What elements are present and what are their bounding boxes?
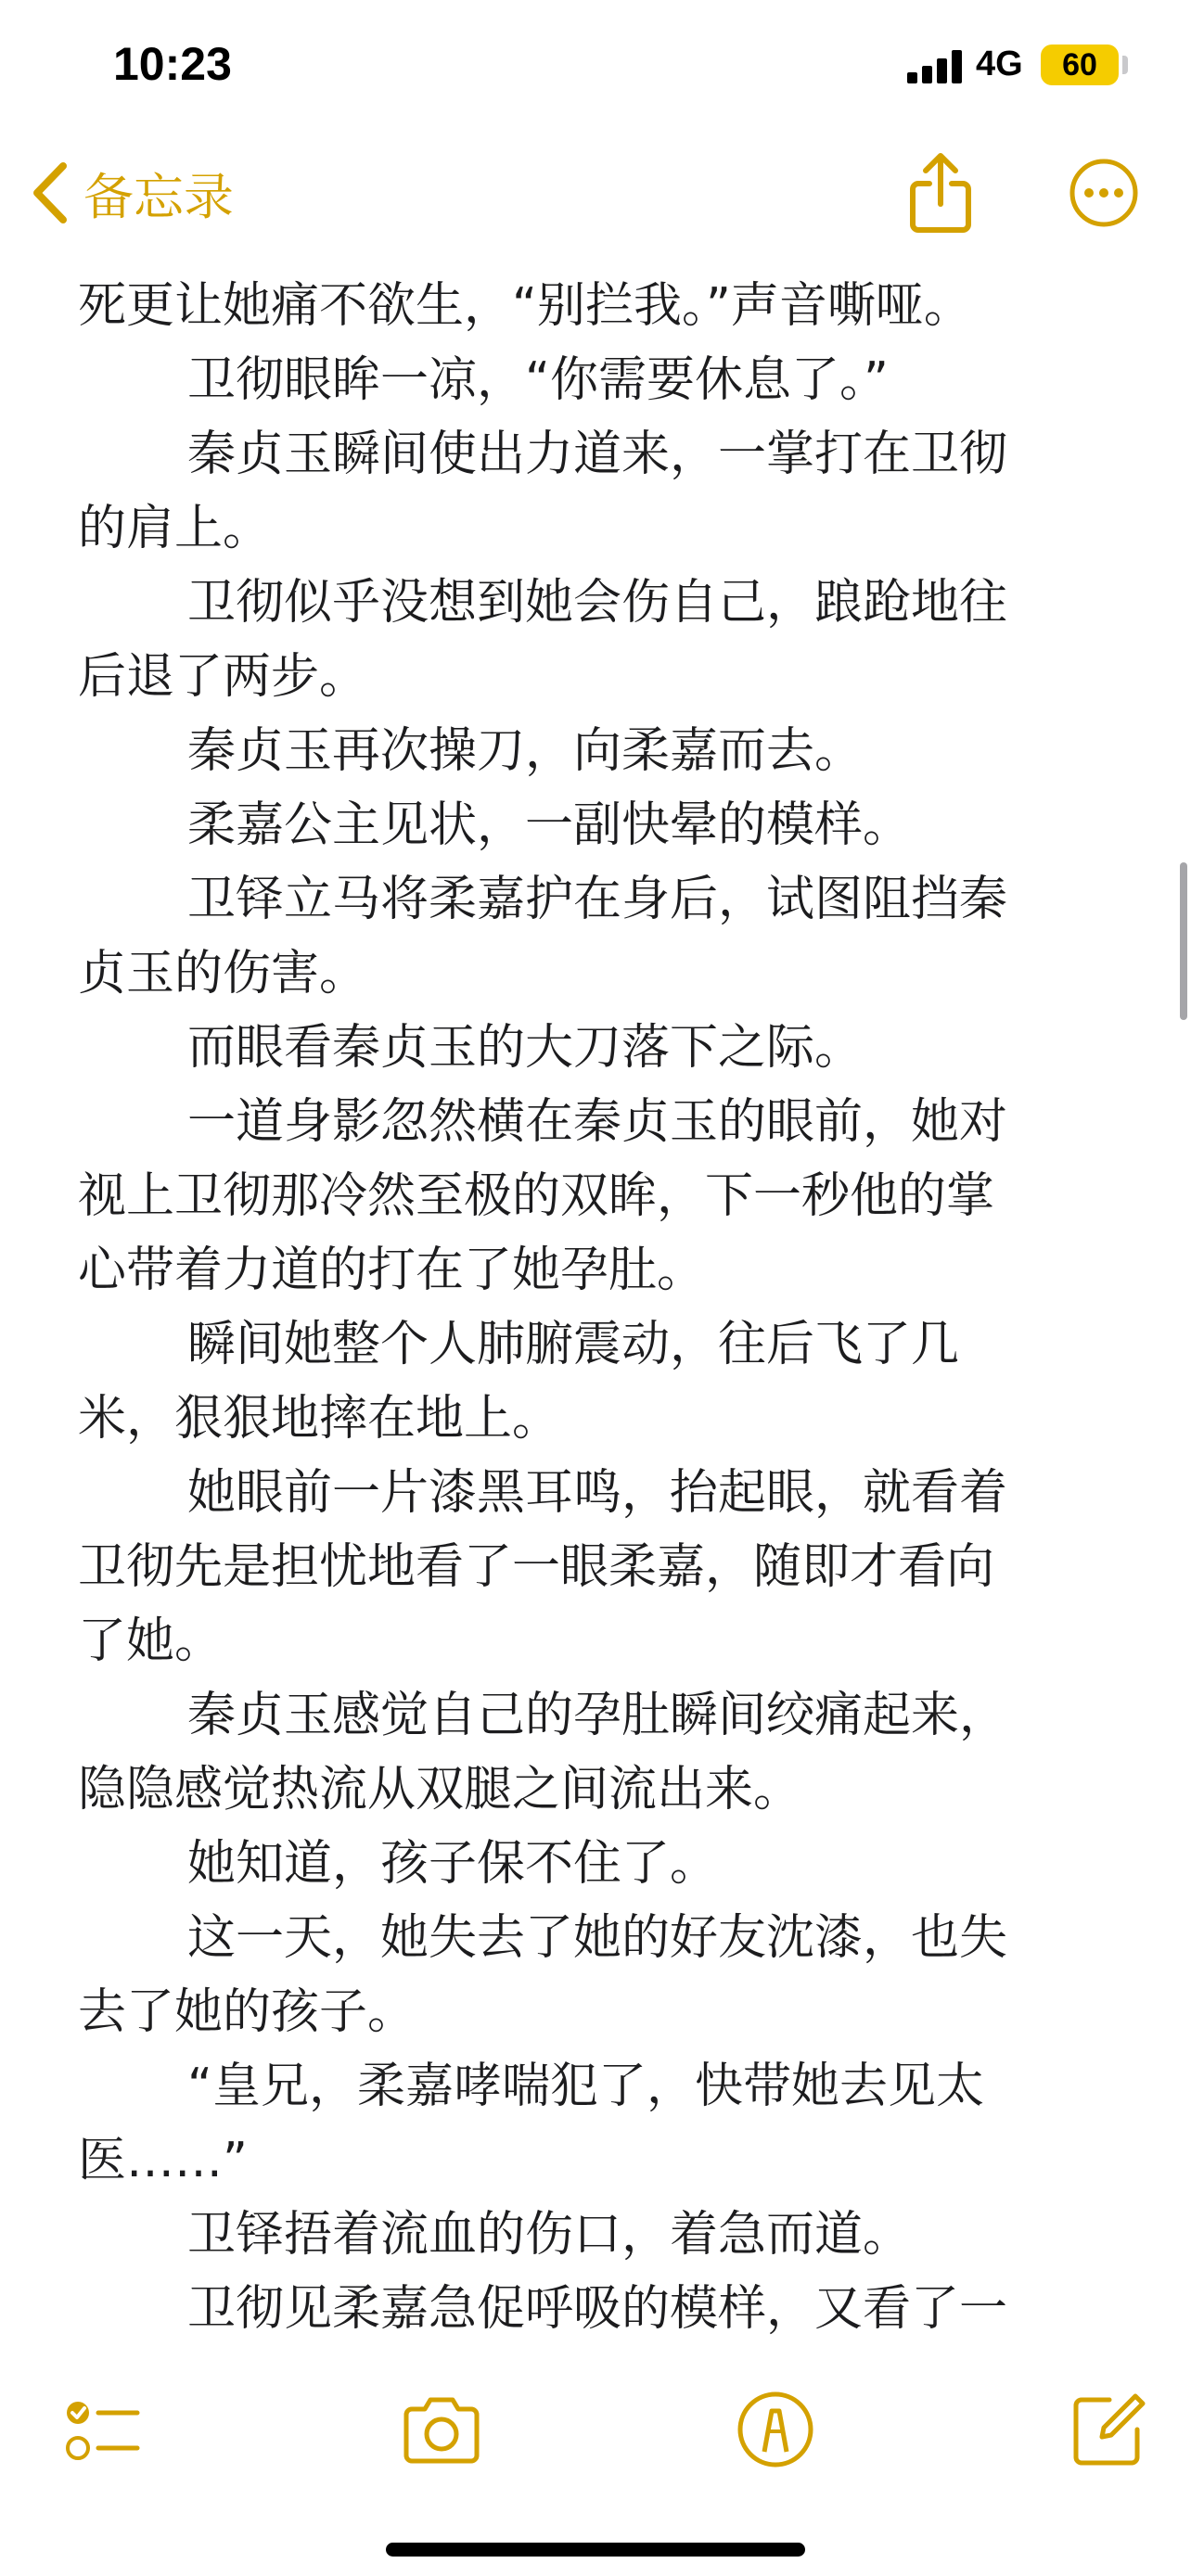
battery-icon bbox=[1041, 45, 1119, 85]
more-button[interactable] bbox=[1069, 158, 1139, 228]
note-line: 这一天，她失去了她的好友沈漆，也失 bbox=[187, 1910, 1008, 1966]
camera-icon bbox=[395, 2383, 488, 2476]
note-line: 秦贞玉感觉自己的孕肚瞬间绞痛起来， bbox=[187, 1688, 1008, 1743]
note-line: 去了她的孩子。 bbox=[78, 1984, 416, 2040]
note-line: 她眼前一片漆黑耳鸣，抬起眼，就看着 bbox=[187, 1465, 1008, 1521]
battery-cap bbox=[1122, 56, 1128, 74]
status-time: 10:23 bbox=[113, 38, 232, 90]
note-line: 一道身影忽然横在秦贞玉的眼前，她对 bbox=[187, 1094, 1008, 1150]
note-line: “皇兄，柔嘉哮喘犯了，快带她去见太 bbox=[187, 2059, 984, 2114]
note-line: 后退了两步。 bbox=[78, 649, 368, 705]
note-line: 死更让她痛不欲生，“别拦我。”声音嘶哑。 bbox=[78, 278, 972, 334]
note-line: 秦贞玉再次操刀，向柔嘉而去。 bbox=[187, 723, 864, 779]
note-line: 的肩上。 bbox=[78, 501, 272, 556]
note-line: 卫彻先是担忧地看了一眼柔嘉，随即才看向 bbox=[78, 1539, 995, 1595]
compose-button[interactable] bbox=[1061, 2383, 1154, 2476]
note-line: 医……” bbox=[78, 2133, 248, 2188]
note-line: 隐隐感觉热流从双腿之间流出来。 bbox=[78, 1762, 802, 1817]
note-line: 秦贞玉瞬间使出力道来，一掌打在卫彻 bbox=[187, 427, 1008, 482]
bottom-toolbar bbox=[0, 2383, 1191, 2485]
status-bar bbox=[0, 0, 1191, 139]
cellular-signal-icon bbox=[907, 50, 963, 83]
note-line: 瞬间她整个人肺腑震动，往后飞了几 bbox=[187, 1317, 960, 1372]
compose-icon bbox=[1061, 2383, 1154, 2476]
note-line: 心带着力道的打在了她孕肚。 bbox=[78, 1243, 706, 1298]
note-line: 贞玉的伤害。 bbox=[78, 946, 368, 1001]
checklist-icon bbox=[56, 2383, 148, 2476]
note-body[interactable] bbox=[78, 269, 1117, 2346]
back-label: 备忘录 bbox=[83, 167, 234, 226]
battery-level: 60 bbox=[1062, 47, 1097, 83]
nav-bar bbox=[0, 139, 1191, 250]
note-line: 视上卫彻那冷然至极的双眸，下一秒他的掌 bbox=[78, 1168, 995, 1224]
markup-pen-icon bbox=[729, 2383, 822, 2476]
note-line: 她知道，孩子保不住了。 bbox=[187, 1836, 719, 1892]
note-line: 卫彻见柔嘉急促呼吸的模样，又看了一 bbox=[187, 2281, 1008, 2337]
chevron-left-icon bbox=[28, 160, 70, 225]
note-line: 了她。 bbox=[78, 1613, 224, 1669]
note-line: 卫彻似乎没想到她会伤自己，踉跄地往 bbox=[187, 575, 1008, 631]
note-line: 卫彻眼眸一凉，“你需要休息了。” bbox=[187, 352, 889, 408]
scroll-indicator[interactable] bbox=[1180, 862, 1187, 1020]
note-line: 米，狠狠地摔在地上。 bbox=[78, 1391, 561, 1447]
checklist-button[interactable] bbox=[56, 2383, 148, 2476]
network-type: 4G bbox=[976, 45, 1023, 83]
note-line: 卫铎立马将柔嘉护在身后，试图阻挡秦 bbox=[187, 872, 1008, 927]
home-indicator[interactable] bbox=[386, 2543, 805, 2557]
markup-button[interactable] bbox=[729, 2383, 822, 2476]
back-button[interactable] bbox=[28, 154, 234, 232]
note-line: 而眼看秦贞玉的大刀落下之际。 bbox=[187, 1020, 864, 1076]
note-line: 柔嘉公主见状，一副快晕的模样。 bbox=[187, 797, 912, 853]
camera-button[interactable] bbox=[395, 2383, 488, 2476]
share-icon bbox=[907, 152, 974, 236]
share-button[interactable] bbox=[907, 152, 974, 236]
note-line: 卫铎捂着流血的伤口，着急而道。 bbox=[187, 2207, 912, 2263]
more-ellipsis-icon bbox=[1069, 158, 1139, 228]
